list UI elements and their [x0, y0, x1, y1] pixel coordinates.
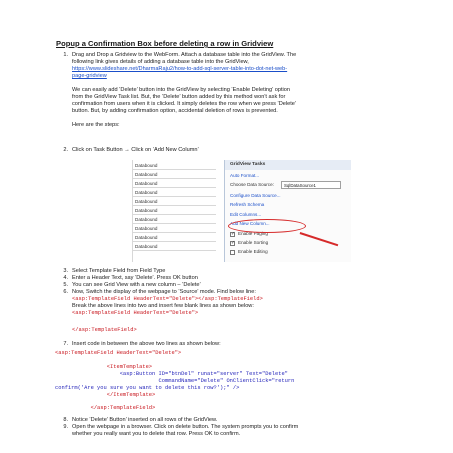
paragraph-line: We can easily add ‘Delete’ button into the GridView by selecting ‘Enable Deleting’ option	[72, 87, 290, 93]
enable-editing-checkbox[interactable]	[230, 250, 235, 255]
grid-row: Databound	[132, 198, 216, 206]
step-text: Select Template Field from Field Type	[72, 268, 166, 274]
grid-row: Databound	[132, 225, 216, 233]
code-line: <asp:TemplateField HeaderText="Delete">	[72, 310, 199, 316]
step-text: Notice ‘Delete’ Button’ inserted on all rows of the GridView.	[72, 417, 218, 423]
code-line: <asp:TemplateField HeaderText="Delete">	[55, 350, 182, 356]
code-line: </asp:TemplateField>	[55, 405, 156, 411]
enable-editing-label: Enable Editing	[238, 249, 268, 254]
step-number: 6.	[63, 289, 68, 295]
step-text: Drag and Drop a Gridview to the WebForm. Attach a database table into the GridView. The	[72, 52, 297, 58]
enable-paging-label: Enable Paging	[238, 231, 268, 236]
grid-row: Databound	[132, 243, 216, 251]
code-line: confirm('Are you sure you want to delete this row?');" />	[55, 385, 240, 391]
step-number: 1.	[63, 52, 68, 58]
step-text: Click on Task Button → Click on ‘Add New Column’	[72, 147, 199, 153]
step-text: following link gives details of adding a database table into the GridView,	[72, 59, 249, 65]
code-line: </asp:TemplateField>	[72, 327, 137, 333]
step-text: Now, Switch the display of the webpage to ‘Source’ mode. Find below line:	[72, 289, 256, 295]
step-text: whether you really want you to delete that row. Press OK to confirm.	[72, 431, 241, 437]
step-number: 7.	[63, 341, 68, 347]
add-new-column-link[interactable]: Add New Column...	[230, 221, 270, 226]
grid-row: Databound	[132, 234, 216, 242]
data-source-select[interactable]: SqlDataSource1	[281, 181, 341, 189]
highlight-ellipse	[228, 219, 306, 233]
grid-row: Databound	[132, 171, 216, 179]
code-line: <asp:TemplateField HeaderText="Delete"></asp:TemplateField>	[72, 296, 263, 302]
code-line: CommandName="Delete" OnClientClick="return	[55, 378, 295, 384]
step-text: Open the webpage in a browser. Click on delete button. The system prompts you to confirm	[72, 424, 299, 430]
step-text: Insert code in between the above two lines as shown below:	[72, 341, 221, 347]
step-text: Enter a Header Text, say ‘Delete’. Press OK button	[72, 275, 198, 281]
grid-row: Databound	[132, 189, 216, 197]
page-title: Popup a Confirmation Box before deleting a row in Gridview	[56, 39, 274, 48]
step-text: Break the above lines into two and insert few blank lines as shown below:	[72, 303, 254, 309]
code-line: </ItemTemplate>	[55, 392, 156, 398]
tutorial-link[interactable]: https://www.slideshare.net/DharmaRaju2/how-to-add-sql-server-table-into-dot-net-web-	[72, 66, 288, 72]
gridview-tasks-screenshot	[108, 160, 350, 262]
grid-row: Databound	[132, 180, 216, 188]
step-number: 5.	[63, 282, 68, 288]
choose-data-source-label: Choose Data Source:	[230, 182, 274, 187]
step-number: 2.	[63, 147, 68, 153]
grid-row: Databound	[132, 207, 216, 215]
paragraph-line: from the GridView Task list. But, the ‘Delete’ button added by this method won't ask for	[72, 94, 286, 100]
grid-row: Databound	[132, 216, 216, 224]
enable-sorting-label: Enable Sorting	[238, 240, 269, 245]
enable-sorting-checkbox[interactable]	[230, 241, 235, 246]
step-number: 4.	[63, 275, 68, 281]
refresh-schema-link[interactable]: Refresh Schema	[230, 202, 265, 207]
step-number: 8.	[63, 417, 68, 423]
paragraph-line: Here are the steps:	[72, 122, 120, 128]
edit-columns-link[interactable]: Edit Columns...	[230, 212, 262, 217]
code-line: <asp:Button ID="btnDel" runat="server" Text="Delete"	[55, 371, 288, 377]
paragraph-line: button. But, by adding confirmation option, accidental deletion of rows is prevented.	[72, 108, 278, 114]
tasks-panel-title: GridView Tasks	[225, 160, 351, 170]
auto-format-link[interactable]: Auto Format...	[230, 173, 260, 178]
code-line: <ItemTemplate>	[55, 364, 153, 370]
tutorial-link-continued[interactable]: page-gridview	[72, 73, 107, 79]
step-number: 9.	[63, 424, 68, 430]
configure-data-source-link[interactable]: Configure Data Source...	[230, 193, 281, 198]
step-number: 3.	[63, 268, 68, 274]
grid-row: Databound	[132, 162, 216, 170]
paragraph-line: confirmation from users when it is clicked. It simply deletes the row when we press ‘Delete’	[72, 101, 297, 107]
step-text: You can see Grid View with a new column – ‘Delete’	[72, 282, 201, 288]
enable-paging-checkbox[interactable]	[230, 232, 235, 237]
gridview-tasks-panel	[224, 160, 351, 262]
gridview-preview	[108, 160, 224, 262]
